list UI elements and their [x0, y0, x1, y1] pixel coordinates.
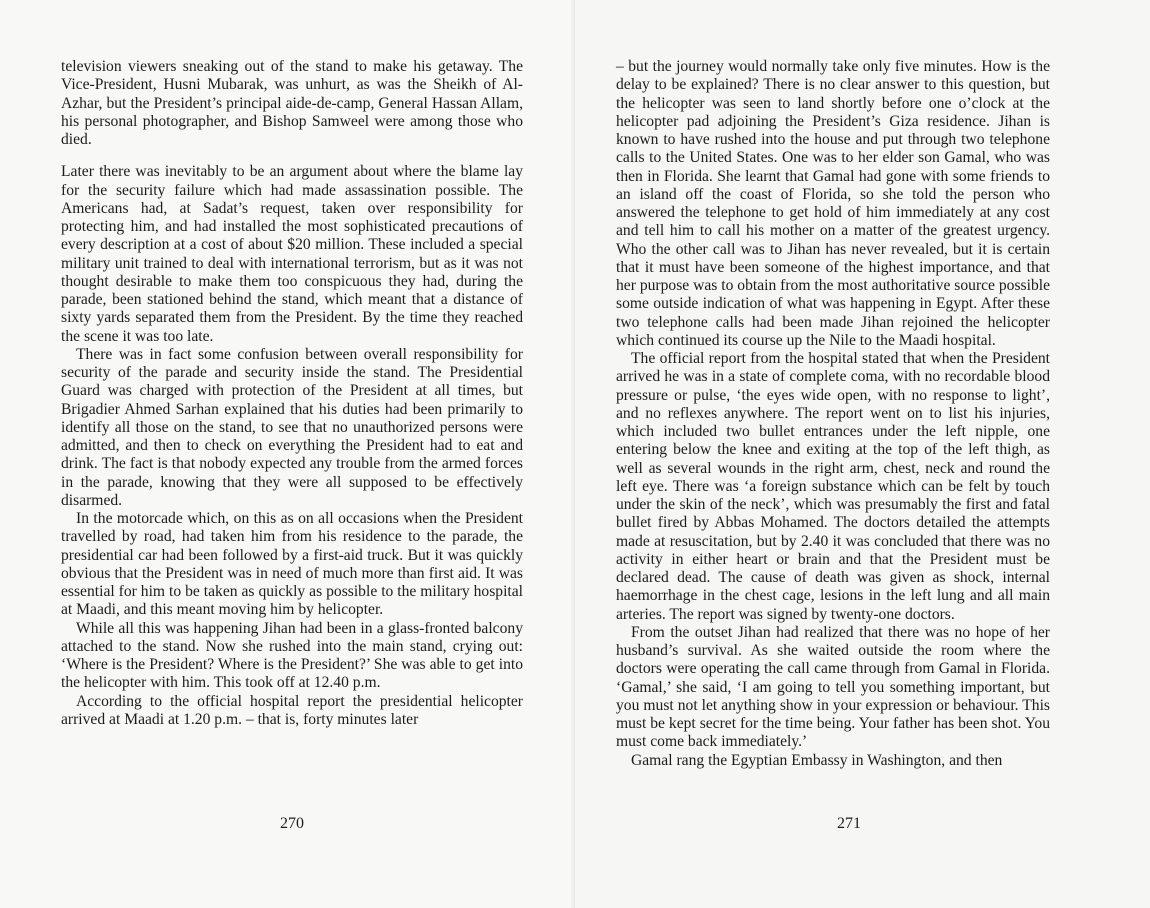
- paragraph: According to the official hospital report the presidential helicopter arrived at Maadi at 1.20 p.m. – that is, forty minutes later: [61, 692, 523, 728]
- paragraph: The official report from the hospital stated that when the President arrived he was in a state of complete coma, with no recordable blood pressure or pulse, ‘the eyes wide open, with no response to light’, and no reflexes anywhere. The report went on to list his injuries, which included two bullet entrances under the left nipple, one entering below the knee and exiting at the top of the left thigh, as well as several wounds in the right arm, chest, neck and round the left eye. There was ‘a foreign substance which can be felt by touch under the skin of the neck’, which was presumably the first and fatal bullet fired by Abbas Mohamed. The doctors detailed the attempts made at resuscitation, but by 2.40 it was concluded that there was no activity in either heart or brain and that the President must be declared dead. The cause of death was given as shock, internal haemorrhage in the chest cage, lesions in the left lung and all main arteries. The report was signed by twenty-one doctors.: [616, 350, 1050, 623]
- page-number: 270: [280, 815, 304, 832]
- paragraph: While all this was happening Jihan had been in a glass-fronted balcony attached to the stand. Now she rushed into the main stand, crying out: ‘Where is the President? Where is the President?’ She was able to get into the helicopter with him. This took off at 12.40 p.m.: [61, 619, 523, 692]
- page-number: 271: [837, 815, 861, 832]
- paragraph: Later there was inevitably to be an argument about where the blame lay for the security failure which had made assassination possible. The Americans had, at Sadat’s request, taken over responsibility for protecting him, and had installed the most sophisticated precautions of every description at a cost of about $20 million. These included a special military unit trained to deal with international terrorism, but as it was not thought desirable to make them too conspicuous they had, during the parade, been stationed behind the stand, which meant that a distance of sixty yards separated them from the President. By the time they reached the scene it was too late.: [61, 163, 523, 345]
- paragraph: There was in fact some confusion between overall responsibility for security of the parade and security inside the stand. The Presidential Guard was charged with protection of the President at all times, but Brigadier Ahmed Sarhan explained that his duties had been primarily to identify all those on the stand, to see that no unauthorized persons were admitted, and then to check on everything the President had to eat and drink. The fact is that nobody expected any trouble from the armed forces in the parade, knowing that they were all supposed to be effectively disarmed.: [61, 345, 523, 509]
- right-page-text: [616, 58, 1050, 770]
- paragraph: television viewers sneaking out of the stand to make his getaway. The Vice-President, Husni Mubarak, was unhurt, as was the Sheikh of Al-Azhar, but the President’s principal aide-de-camp, General Hassan Allam, his personal photographer, and Bishop Samweel were among those who died.: [61, 58, 523, 148]
- paragraph: From the outset Jihan had realized that there was no hope of her husband’s survival. As she waited outside the room where the doctors were operating the call came through from Gamal in Florida. ‘Gamal,’ she said, ‘I am going to tell you something important, but you must not let anything show in your expression or behaviour. This must be kept secret for the time being. Your father has been shot. You must come back immediately.’: [616, 623, 1050, 751]
- paragraph: Gamal rang the Egyptian Embassy in Washington, and then: [631, 751, 1003, 769]
- paragraph: – but the journey would normally take only five minutes. How is the delay to be explained? There is no clear answer to this question, but the helicopter was seen to land shortly before one o’clock at the helicopter pad adjoining the President’s Giza residence. Jihan is known to have rushed into the house and put through two telephone calls to the United States. One was to her elder son Gamal, who was then in Florida. She learnt that Gamal had gone with some friends to an island off the coast of Florida, so she told the person who answered the telephone to get hold of him immediately at any cost and tell him to call his mother on a matter of the greatest urgency. Who the other call was to Jihan has never revealed, but it is certain that it must have been someone of the highest importance, and that her purpose was to obtain from the most authoritative source possible some outside indication of what was happening in Egypt. After these two telephone calls had been made Jihan rejoined the helicopter which continued its course up the Nile to the Maadi hospital.: [616, 58, 1050, 349]
- left-page-text: [61, 58, 523, 729]
- right-page: [575, 0, 1150, 908]
- paragraph: In the motorcade which, on this as on all occasions when the President travelled by road, had taken him from his residence to the parade, the presidential car had been followed by a first-aid truck. But it was quickly obvious that the President was in need of much more than first aid. It was essential for him to be taken as quickly as possible to the military hospital at Maadi, and this meant moving him by helicopter.: [61, 510, 523, 619]
